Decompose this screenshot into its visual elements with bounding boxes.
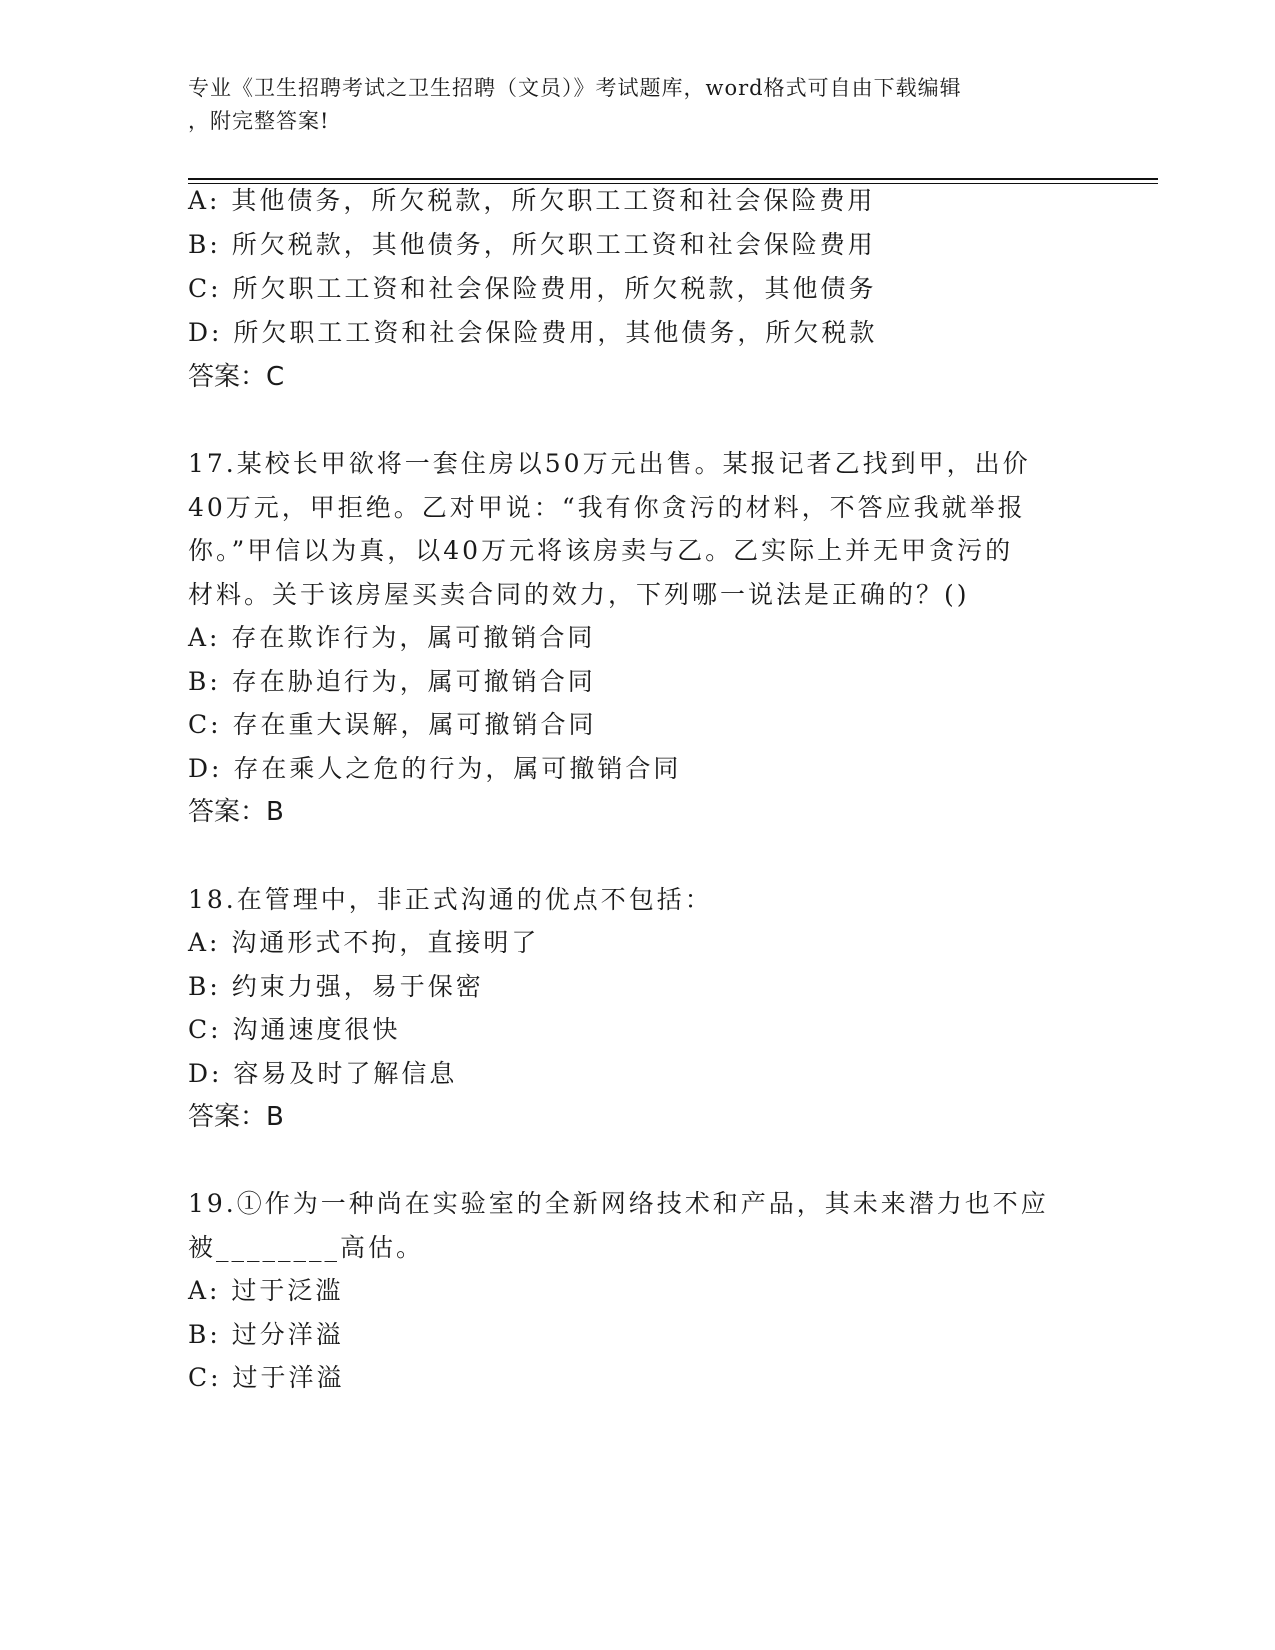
q17-option-a: A: 存在欺诈行为，属可撤销合同 (188, 623, 596, 652)
q16-option-c: C: 所欠职工工资和社会保险费用，所欠税款，其他债务 (188, 274, 877, 303)
q19-stem-line-2: 被________高估。 (188, 1233, 425, 1262)
q16-answer: 答案：C (188, 362, 285, 392)
q18-option-c: C: 沟通速度很快 (188, 1015, 401, 1044)
q17-answer: 答案：B (188, 797, 284, 827)
header-line-1: 专业《卫生招聘考试之卫生招聘（文员）》考试题库，word格式可自由下载编辑 (188, 76, 962, 100)
q19-stem-line-1: 19.①作为一种尚在实验室的全新网络技术和产品，其未来潜力也不应 (188, 1189, 1049, 1218)
header-line-2: ，附完整答案! (188, 109, 330, 133)
q16-option-d: D: 所欠职工工资和社会保险费用，其他债务，所欠税款 (188, 318, 878, 347)
q19-option-a: A: 过于泛滥 (188, 1276, 344, 1305)
q17-stem-line-4: 材料。关于该房屋买卖合同的效力，下列哪一说法是正确的？() (188, 580, 970, 609)
q17-option-b: B: 存在胁迫行为，属可撤销合同 (188, 667, 596, 696)
q17-stem-line-2: 40万元，甲拒绝。乙对甲说：“我有你贪污的材料，不答应我就举报 (188, 493, 1026, 522)
q18-stem-line-1: 18.在管理中，非正式沟通的优点不包括： (188, 885, 713, 914)
q17-stem-line-1: 17.某校长甲欲将一套住房以50万元出售。某报记者乙找到甲，出价 (188, 449, 1031, 478)
header-divider-thin (188, 183, 1158, 184)
q17-stem-line-3: 你。”甲信以为真，以40万元将该房卖与乙。乙实际上并无甲贪污的 (188, 536, 1014, 565)
q17-option-d: D: 存在乘人之危的行为，属可撤销合同 (188, 754, 682, 783)
q18-option-b: B: 约束力强，易于保密 (188, 972, 484, 1001)
document-header (188, 72, 1068, 138)
q18-answer: 答案：B (188, 1102, 284, 1132)
q16-option-a: A: 其他债务，所欠税款，所欠职工工资和社会保险费用 (188, 186, 876, 215)
q18-option-d: D: 容易及时了解信息 (188, 1059, 458, 1088)
q16-option-b: B: 所欠税款，其他债务，所欠职工工资和社会保险费用 (188, 230, 876, 259)
q18-option-a: A: 沟通形式不拘，直接明了 (188, 928, 540, 957)
q19-option-c: C: 过于洋溢 (188, 1363, 345, 1392)
header-divider-thick (188, 178, 1158, 180)
q19-option-b: B: 过分洋溢 (188, 1320, 344, 1349)
q17-option-c: C: 存在重大误解，属可撤销合同 (188, 710, 597, 739)
